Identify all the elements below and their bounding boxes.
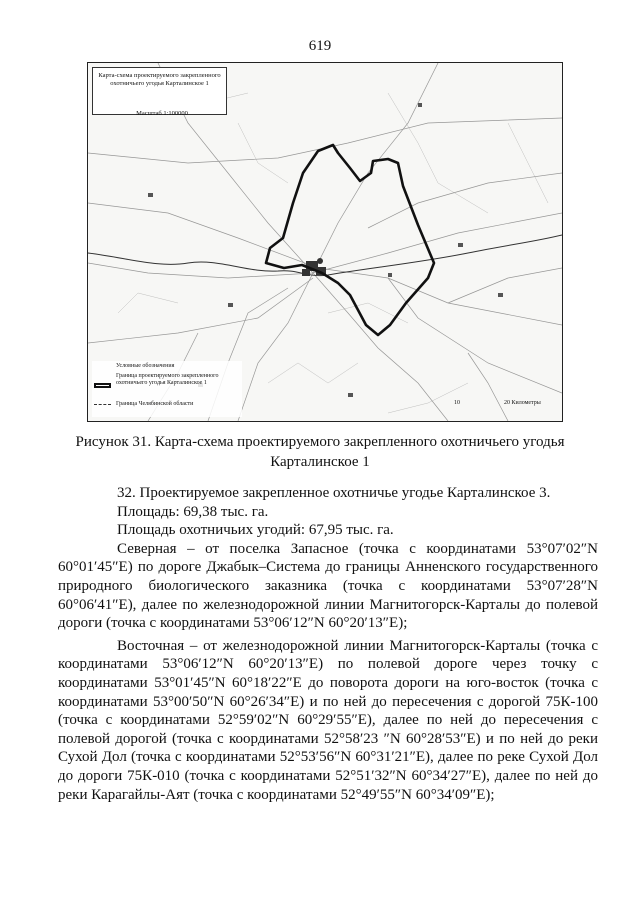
legend-boundary-label: Граница проектируемого закрепленного охотничьего угодья Карталинское 1 bbox=[116, 373, 219, 387]
section-heading: 32. Проектируемое закрепленное охотничье угодье Карталинское 3. bbox=[117, 485, 551, 501]
scale-bar-mid: 10 bbox=[454, 400, 460, 406]
hunting-ground-map bbox=[87, 62, 563, 422]
hunting-ground-boundary bbox=[266, 145, 434, 335]
legend-region-symbol bbox=[94, 404, 111, 405]
east-boundary-paragraph: Восточная – от железнодорожной линии Магнитогорск-Карталы (точка с координатами 53°06′12″N 60°20′13″E) по полевой дороге через точку с координатами 53°01′45″N 60°18′22″E до поворота дороги на юго-восток (точка с координатами 53°00′50″N 60°26′34″E) и по ней до пересечения с дорогой 75К-100 (точка с координатами 52°59′02″N 60°29′55″E), далее по ней до пересечения с полевой дорогой (точка с координатами 52°58′23 ″N 60°28′53″E) и по ней до реки Сухой Дол (точка с координатами 52°53′56″N 60°31′21″E), далее по реке Сухой Дол до дороги 75К-010 (точка с координатами 52°51′32″N 60°34′27″E), далее по ней до реки Карагайлы-Аят (точка с координатами 52°49′55″N 60°34′09″E); bbox=[58, 637, 598, 803]
page-number: 619 bbox=[308, 38, 332, 54]
map-title: Карта-схема проектируемого закрепленного охотничьего угодья Карталинское 1 bbox=[98, 72, 221, 87]
scale-bar-end: 20 Километры bbox=[504, 400, 541, 406]
legend-region-label: Граница Челябинской области bbox=[116, 401, 194, 407]
section-body bbox=[58, 484, 598, 804]
area-line: Площадь: 69,38 тыс. га. bbox=[117, 503, 269, 520]
hunting-area-line: Площадь охотничьих угодий: 67,95 тыс. га. bbox=[117, 522, 394, 539]
map-scale: Масштаб 1:100000 bbox=[136, 110, 188, 117]
figure-caption bbox=[60, 432, 580, 472]
legend-title: Условные обозначения bbox=[116, 363, 175, 369]
caption-line-1: Рисунок 31. Карта-схема проектируемого закрепленного охотничьего угодья bbox=[75, 434, 565, 450]
north-boundary-paragraph: Северная – от поселка Запасное (точка с координатами 53°07′02″N 60°01′45″E) по дороге Джабык–Система до границы Анненского государственного природного биологического заказника (точка с координатами 53°07′28″N 60°06′41″E), далее по железнодорожной линии Магнитогорск-Карталы до полевой дороги (точка с координатами 53°06′12″N 60°20′13″E); bbox=[58, 540, 598, 632]
map-title-box bbox=[92, 67, 227, 115]
caption-line-2: Карталинское 1 bbox=[270, 454, 370, 470]
legend-boundary-symbol bbox=[94, 383, 111, 388]
map-legend bbox=[92, 361, 242, 417]
